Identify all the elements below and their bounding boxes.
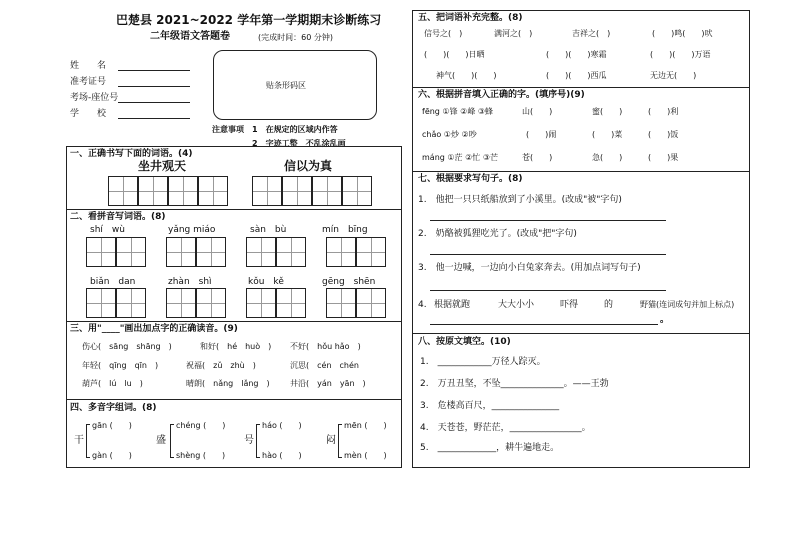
s2-box[interactable] [166, 237, 196, 267]
s3-item[interactable]: 年轻( qīng qīn ) [82, 361, 159, 370]
s2-box[interactable] [276, 237, 306, 267]
s8-q5[interactable]: 5. _____________，耕牛遍地走。 [420, 443, 560, 453]
s3-title: 三、用"____"画出加点字的正确读音。(9) [70, 324, 238, 334]
barcode-label: 贴条形码区 [266, 81, 306, 90]
s7-answer-line[interactable] [430, 254, 666, 255]
s2-box[interactable] [276, 288, 306, 318]
s3-item[interactable]: 井沿( yán yān ) [290, 379, 366, 388]
s2-box[interactable] [246, 237, 276, 267]
s6-item[interactable]: ( )利 [648, 107, 679, 116]
s5-item[interactable]: ( )( )西瓜 [546, 71, 607, 80]
s6-item[interactable]: 山( ) [522, 107, 553, 116]
s2-box[interactable] [196, 237, 226, 267]
s6-title: 六、根据拼音填入正确的字。(填序号)(9) [418, 90, 585, 100]
s2-box[interactable] [246, 288, 276, 318]
field-id-label: 准考证号 [70, 77, 107, 87]
s3-item[interactable]: 不好( hǒu hǎo ) [290, 342, 361, 351]
s1-box[interactable] [168, 176, 198, 206]
s2-box[interactable] [356, 237, 386, 267]
s6-pinyin: fēng ①锋 ②峰 ③蜂 [422, 107, 494, 116]
s2-pinyin: biǎn dan [90, 277, 136, 287]
brace [86, 424, 90, 458]
field-seat-label: 考场-座位号 [70, 93, 119, 103]
brace [170, 424, 174, 458]
s4-char: 干 [74, 435, 84, 446]
s3-item[interactable]: 沉思( cén chén [290, 361, 359, 370]
s4-char: 闷 [326, 435, 336, 446]
brace [338, 424, 342, 458]
s5-item[interactable]: 吉祥之( ) [572, 29, 611, 38]
s2-box[interactable] [326, 288, 356, 318]
s7-q1: 1. 他把一只只纸船放到了小溪里。(改成"被"字句) [418, 195, 622, 205]
s2-box[interactable] [116, 237, 146, 267]
s4-char: 盛 [156, 435, 166, 446]
s5-item[interactable]: ( )( )日晒 [424, 50, 485, 59]
s5-item[interactable]: 神气( )( ) [436, 71, 497, 80]
barcode-area [213, 50, 377, 120]
s2-pinyin: yǎng miáo [168, 225, 216, 235]
s8-q2[interactable]: 2. 万丑丑坚，不坠______________。——王勃 [420, 379, 609, 389]
s8-title: 八、按原文填空。(10) [418, 337, 511, 347]
divider [66, 399, 402, 400]
s5-item[interactable]: ( )( )万语 [650, 50, 711, 59]
notice-2: 2 字迹工整 不乱涂乱画 [252, 139, 346, 148]
s7-q4-num: 4. [418, 300, 427, 310]
s6-item[interactable]: ( )菜 [592, 130, 623, 139]
s2-box[interactable] [326, 237, 356, 267]
s6-item[interactable]: 急( ) [592, 153, 623, 162]
s2-pinyin: zhàn shì [168, 277, 212, 287]
brace [256, 424, 260, 458]
s7-q4-word: 大大小小 [498, 300, 535, 310]
divider [66, 209, 402, 210]
field-school-line[interactable] [118, 118, 190, 119]
exam-subtitle: 二年级语文答题卷 [150, 31, 230, 42]
s6-item[interactable]: ( )果 [648, 153, 679, 162]
s1-box[interactable] [108, 176, 138, 206]
s4-title: 四、多音字组词。(8) [70, 403, 157, 413]
s4-lower[interactable]: gàn ( ) [92, 451, 132, 460]
s5-item[interactable]: ( )鸣( )吠 [652, 29, 713, 38]
s3-item[interactable]: 晴朗( nǎng lǎng ) [186, 379, 270, 388]
s4-upper[interactable]: chéng ( ) [176, 421, 226, 430]
s7-q4-word: 的 [604, 300, 614, 310]
s6-pinyin: máng ①茫 ②忙 ③芒 [422, 153, 498, 162]
s1-word-1: 坐井观天 [138, 159, 187, 173]
s7-answer-line[interactable] [430, 290, 666, 291]
s4-char: 号 [244, 435, 254, 446]
s2-box[interactable] [196, 288, 226, 318]
divider [412, 333, 750, 334]
field-name-line[interactable] [118, 70, 190, 71]
s6-item[interactable]: ( )闹 [526, 130, 557, 139]
notice-label: 注意事项 [212, 125, 244, 134]
s5-item[interactable]: 无边无( ) [650, 71, 697, 80]
s7-period: 。 [660, 315, 670, 325]
divider [66, 321, 402, 322]
s7-q4-word: 根据就跑 [434, 300, 471, 310]
s1-box[interactable] [282, 176, 312, 206]
s2-box[interactable] [356, 288, 386, 318]
s7-answer-line[interactable] [430, 324, 658, 325]
s8-q4[interactable]: 4. 天苍苍，野茫茫，________________。 [420, 423, 591, 433]
s1-box[interactable] [252, 176, 282, 206]
s2-box[interactable] [116, 288, 146, 318]
s1-box[interactable] [312, 176, 342, 206]
s5-item[interactable]: 信号之( ) [424, 29, 463, 38]
s2-pinyin: sàn bù [250, 225, 287, 235]
s4-upper[interactable]: háo ( ) [262, 421, 302, 430]
divider [412, 87, 750, 88]
s6-pinyin: chǎo ①炒 ②吵 [422, 130, 477, 139]
s2-box[interactable] [86, 288, 116, 318]
s2-box[interactable] [86, 237, 116, 267]
s3-item[interactable]: 和好( hé huò ) [200, 342, 272, 351]
s3-item[interactable]: 葫芦( lú lu ) [82, 379, 143, 388]
s8-q1[interactable]: 1. ____________万径人踪灭。 [420, 357, 546, 367]
s6-item[interactable]: 苍( ) [522, 153, 553, 162]
s7-title: 七、根据要求写句子。(8) [418, 174, 523, 184]
notice-1: 1 在规定的区域内作答 [252, 125, 338, 134]
s8-q3[interactable]: 3. 危楼高百尺，_______________ [420, 401, 560, 411]
divider [412, 171, 750, 172]
field-seat-line[interactable] [118, 102, 190, 103]
s4-upper[interactable]: gān ( ) [92, 421, 132, 430]
s2-title: 二、看拼音写词语。(8) [70, 212, 166, 222]
s2-pinyin: kǒu kě [248, 277, 284, 287]
s2-pinyin: mín bīng [322, 225, 368, 235]
s1-title: 一、正确书写下面的词语。(4) [70, 149, 193, 159]
exam-time: (完成时间：60 分钟) [258, 33, 333, 42]
s1-word-2: 信以为真 [284, 159, 333, 173]
s4-lower[interactable]: mèn ( ) [344, 451, 387, 460]
s7-q2: 2. 奶酪被狐狸吃光了。(改成"把"字句) [418, 229, 577, 239]
s3-item[interactable]: 伤心( sāng shāng ) [82, 342, 172, 351]
s7-q3: 3. 他一边喊，一边向小白兔家奔去。(用加点词写句子) [418, 263, 641, 273]
field-id-line[interactable] [118, 86, 190, 87]
s5-item[interactable]: ( )( )寒霜 [546, 50, 607, 59]
s2-pinyin: shí wù [90, 225, 125, 235]
s5-item[interactable]: 满河之( ) [494, 29, 533, 38]
s6-item[interactable]: 蜜( ) [592, 107, 623, 116]
s4-lower[interactable]: shèng ( ) [176, 451, 226, 460]
s7-answer-line[interactable] [430, 220, 666, 221]
s2-pinyin: gēng shēn [322, 277, 376, 287]
s2-box[interactable] [166, 288, 196, 318]
field-school-label: 学 校 [70, 109, 107, 119]
s4-lower[interactable]: hào ( ) [262, 451, 302, 460]
s1-box[interactable] [138, 176, 168, 206]
exam-title: 巴楚县 2021~2022 学年第一学期期末诊断练习 [116, 13, 382, 27]
s7-q4-word: 野猫(连词成句并加上标点) [640, 300, 735, 309]
s3-item[interactable]: 祝福( zǔ zhù ) [186, 361, 256, 370]
s6-item[interactable]: ( )饭 [648, 130, 679, 139]
s4-upper[interactable]: mēn ( ) [344, 421, 387, 430]
s1-box[interactable] [198, 176, 228, 206]
field-name-label: 姓 名 [70, 61, 107, 71]
s5-title: 五、把词语补充完整。(8) [418, 13, 523, 23]
s1-box[interactable] [342, 176, 372, 206]
s7-q4-word: 吓得 [560, 300, 579, 310]
